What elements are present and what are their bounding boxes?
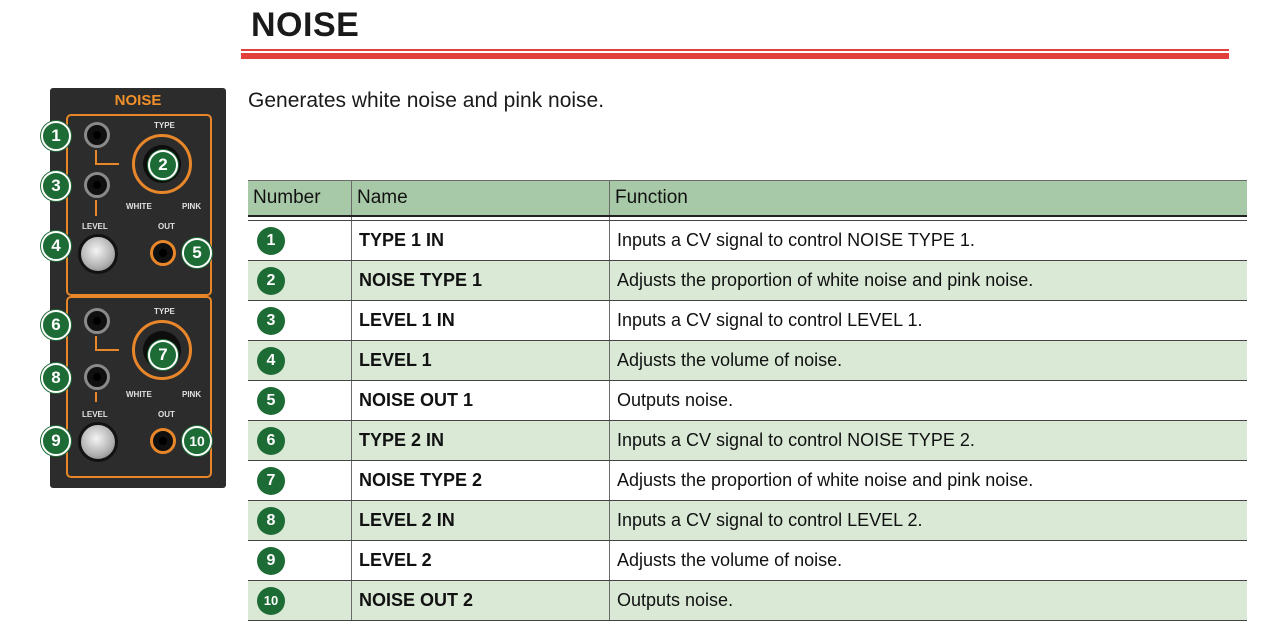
noise-out-1-jack xyxy=(150,240,176,266)
title-rule-thin xyxy=(241,49,1229,51)
callout-badge-8: 8 xyxy=(41,363,71,393)
number-badge: 10 xyxy=(257,587,285,615)
number-badge: 7 xyxy=(257,467,285,495)
row-name: LEVEL 1 xyxy=(352,341,610,381)
table-row xyxy=(248,381,1247,421)
row-function: Adjusts the volume of noise. xyxy=(610,341,1248,381)
row-name: LEVEL 2 xyxy=(352,541,610,581)
number-badge: 2 xyxy=(257,267,285,295)
callout-badge-10: 10 xyxy=(182,426,212,456)
row-name: NOISE TYPE 2 xyxy=(352,461,610,501)
row-name: NOISE OUT 2 xyxy=(352,581,610,621)
panel-section-1 xyxy=(66,114,212,296)
number-badge: 1 xyxy=(257,227,285,255)
row-function: Adjusts the proportion of white noise and pink noise. xyxy=(610,461,1248,501)
table-row xyxy=(248,221,1247,261)
header-function: Function xyxy=(610,181,1248,217)
table-header-row xyxy=(248,181,1247,217)
row-function: Outputs noise. xyxy=(610,381,1248,421)
row-name: NOISE OUT 1 xyxy=(352,381,610,421)
callout-badge-2: 2 xyxy=(148,150,178,180)
patch-line xyxy=(95,200,97,216)
header-name: Name xyxy=(352,181,610,217)
table-row xyxy=(248,501,1247,541)
callout-badge-5: 5 xyxy=(182,238,212,268)
patch-line xyxy=(95,336,97,350)
out-label: OUT xyxy=(158,222,175,231)
patch-line xyxy=(95,150,97,164)
row-function: Inputs a CV signal to control NOISE TYPE 1. xyxy=(610,221,1248,261)
row-name: LEVEL 2 IN xyxy=(352,501,610,541)
level-2-knob xyxy=(78,422,118,462)
table-row xyxy=(248,341,1247,381)
row-name: NOISE TYPE 1 xyxy=(352,261,610,301)
number-badge: 8 xyxy=(257,507,285,535)
row-function: Adjusts the proportion of white noise and pink noise. xyxy=(610,261,1248,301)
callout-badge-3: 3 xyxy=(41,171,71,201)
number-badge: 3 xyxy=(257,307,285,335)
level-2-in-jack xyxy=(84,364,110,390)
patch-line xyxy=(95,163,119,165)
type-1-in-jack xyxy=(84,122,110,148)
patch-line xyxy=(95,349,119,351)
patch-line xyxy=(95,392,97,402)
row-function: Adjusts the volume of noise. xyxy=(610,541,1248,581)
type-2-in-jack xyxy=(84,308,110,334)
white-label: WHITE xyxy=(126,390,152,399)
row-function: Outputs noise. xyxy=(610,581,1248,621)
row-name: TYPE 2 IN xyxy=(352,421,610,461)
type-label: TYPE xyxy=(154,121,175,130)
table-row xyxy=(248,541,1247,581)
row-function: Inputs a CV signal to control LEVEL 2. xyxy=(610,501,1248,541)
page-description: Generates white noise and pink noise. xyxy=(248,89,605,112)
callout-badge-6: 6 xyxy=(41,310,71,340)
header-number: Number xyxy=(248,181,352,217)
row-function: Inputs a CV signal to control NOISE TYPE 2. xyxy=(610,421,1248,461)
row-function: Inputs a CV signal to control LEVEL 1. xyxy=(610,301,1248,341)
level-1-in-jack xyxy=(84,172,110,198)
page-title: NOISE xyxy=(251,6,360,44)
type-label: TYPE xyxy=(154,307,175,316)
noise-out-2-jack xyxy=(150,428,176,454)
number-badge: 4 xyxy=(257,347,285,375)
table-row xyxy=(248,461,1247,501)
function-table xyxy=(248,180,1247,621)
number-badge: 6 xyxy=(257,427,285,455)
callout-badge-7: 7 xyxy=(148,340,178,370)
callout-badge-4: 4 xyxy=(41,231,71,261)
callout-badge-1: 1 xyxy=(41,121,71,151)
level-label: LEVEL xyxy=(82,410,108,419)
table-row xyxy=(248,261,1247,301)
level-label: LEVEL xyxy=(82,222,108,231)
table-row xyxy=(248,301,1247,341)
table-row xyxy=(248,421,1247,461)
panel-title: NOISE xyxy=(114,92,162,109)
noise-module-panel xyxy=(50,88,226,488)
number-badge: 5 xyxy=(257,387,285,415)
pink-label: PINK xyxy=(182,202,202,211)
level-1-knob xyxy=(78,234,118,274)
table-row xyxy=(248,581,1247,621)
out-label: OUT xyxy=(158,410,175,419)
white-label: WHITE xyxy=(126,202,152,211)
callout-badge-9: 9 xyxy=(41,426,71,456)
number-badge: 9 xyxy=(257,547,285,575)
pink-label: PINK xyxy=(182,390,202,399)
row-name: TYPE 1 IN xyxy=(352,221,610,261)
row-name: LEVEL 1 IN xyxy=(352,301,610,341)
title-rule-thick xyxy=(241,53,1229,59)
